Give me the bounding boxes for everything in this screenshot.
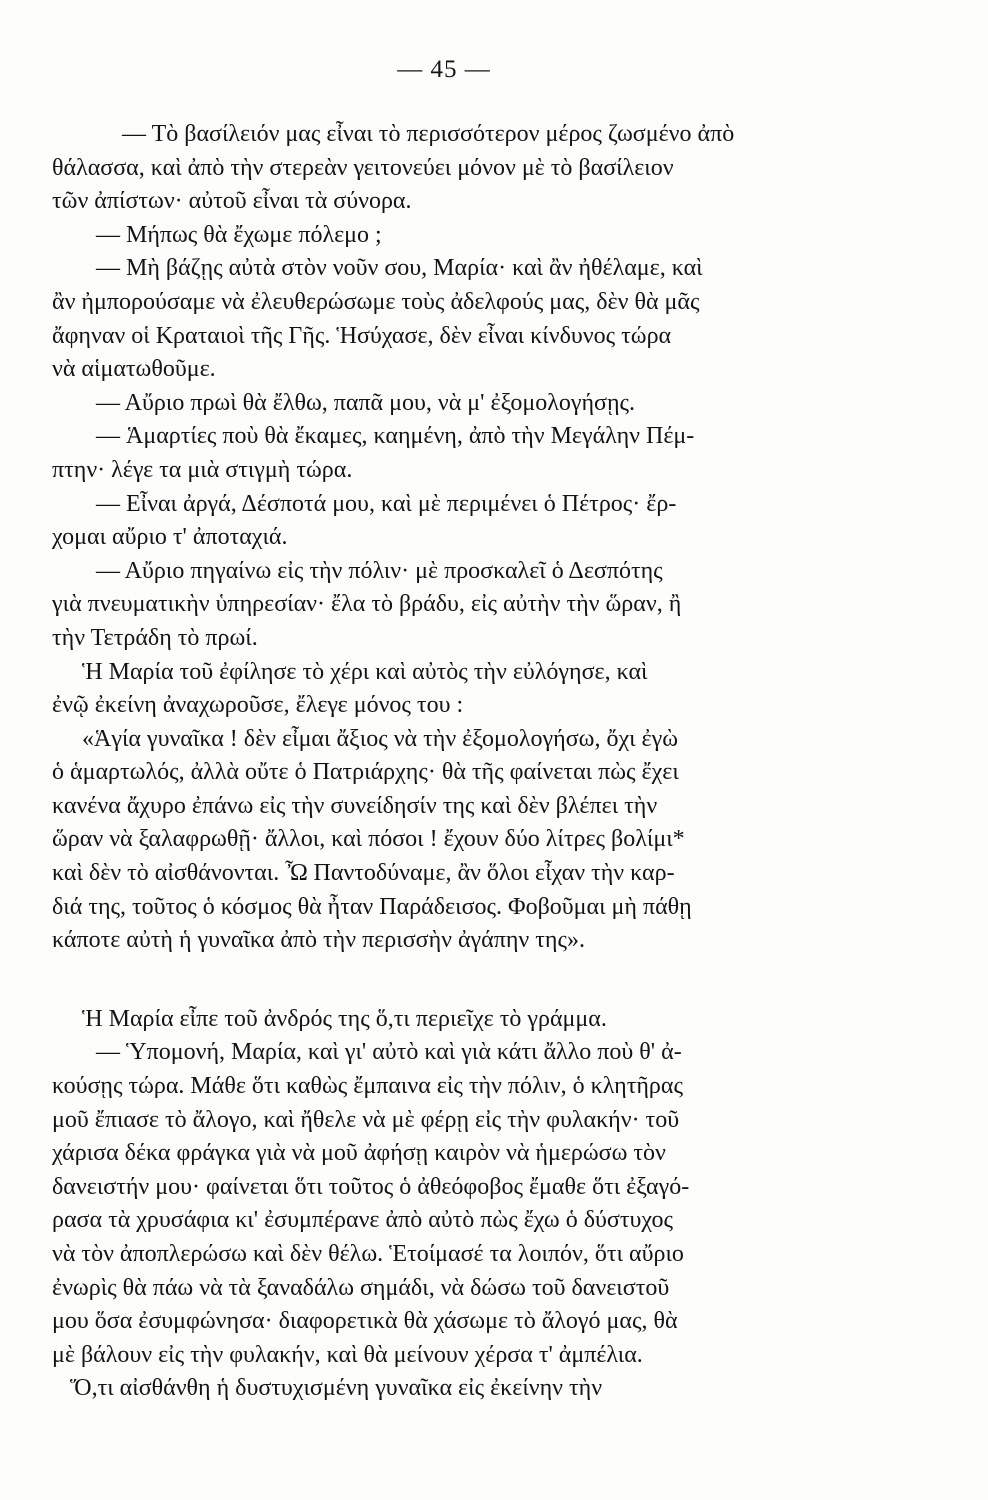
text-line: γιὰ πνευματικὴν ὑπηρεσίαν· ἔλα τὸ βράδυ, εἰς αὐτὴν τὴν ὥραν, ἢ [52, 591, 682, 618]
text-line: μου ὅσα ἐσυμφώνησα· διαφορετικὰ θὰ χάσωμε τὸ ἄλογό μας, θὰ [52, 1308, 678, 1335]
text-line: — Μὴ βάζῃς αὐτὰ στὸν νοῦν σου, Μαρία· καὶ ἂν ἠθέλαμε, καὶ [96, 255, 703, 282]
text-line: δανειστήν μου· φαίνεται ὅτι τοῦτος ὁ ἀθεόφοβος ἔμαθε ὅτι ἐξαγό- [52, 1173, 690, 1200]
text-line: Ἡ Μαρία τοῦ ἐφίλησε τὸ χέρι καὶ αὐτὸς τὴν εὐλόγησε, καὶ [82, 658, 648, 685]
text-line: — Αὔριο πρωὶ θὰ ἔλθω, παπᾶ μου, νὰ μ' ἐξομολογήσῃς. [96, 389, 636, 416]
text-line: θάλασσα, καὶ ἀπὸ τὴν στερεὰν γειτονεύει μόνον μὲ τὸ βασίλειον [52, 154, 674, 181]
text-line: «Ἁγία γυναῖκα ! δὲν εἶμαι ἄξιος νὰ τὴν ἐξομολογήσω, ὄχι ἐγὼ [82, 725, 679, 752]
paragraph [52, 1036, 822, 1372]
text-line: ἂν ἠμπορούσαμε νὰ ἐλευθερώσωμε τοὺς ἀδελφούς μας, δὲν θὰ μᾶς [52, 288, 700, 315]
text-line: κάποτε αὐτὴ ἡ γυναῖκα ἀπὸ τὴν περισσὴν ἀγάπην της». [52, 927, 585, 954]
text-line: ὁ ἁμαρτωλός, ἀλλὰ οὔτε ὁ Πατριάρχης· θὰ τῆς φαίνεται πὼς ἔχει [52, 759, 679, 786]
text-line: ἐνῷ ἐκείνη ἀναχωροῦσε, ἔλεγε μόνος του : [52, 692, 464, 719]
text-line: χάρισα δέκα φράγκα γιὰ νὰ μοῦ ἀφήσῃ καιρὸν νὰ ἡμερώσω τὸν [52, 1140, 666, 1167]
text-line: μὲ βάλουν εἰς τὴν φυλακήν, καὶ θὰ μείνουν χέρσα τ' ἀμπέλια. [52, 1341, 643, 1368]
text-line: ἐνωρὶς θὰ πάω νὰ τὰ ξαναδάλω σημάδι, νὰ δώσω τοῦ δανειστοῦ [52, 1274, 670, 1301]
text-line: κανένα ἄχυρο ἐπάνω εἰς τὴν συνείδησίν της καὶ δὲν βλέπει τὴν [52, 792, 658, 819]
text-line: πτην· λέγε τα μιὰ στιγμὴ τώρα. [52, 456, 353, 483]
text-line: χομαι αὔριο τ' ἀποταχιά. [52, 524, 288, 551]
text-line: ἄφηναν οἱ Κραταιοὶ τῆς Γῆς. Ἡσύχασε, δὲν εἶναι κίνδυνος τώρα [52, 322, 672, 349]
paragraph [52, 1003, 822, 1037]
paragraph [52, 723, 822, 958]
text-line: νὰ αἱματωθοῦμε. [52, 356, 216, 383]
paragraph [52, 420, 822, 487]
body-text [52, 118, 822, 1406]
text-line: ὥραν νὰ ξαλαφρωθῇ· ἄλλοι, καὶ πόσοι ! ἔχουν δύο λίτρες βολίμι* [52, 826, 685, 853]
paragraph [52, 1372, 822, 1406]
text-line: — Εἶναι ἀργά, Δέσποτά μου, καὶ μὲ περιμένει ὁ Πέτρος· ἔρ- [96, 490, 677, 517]
text-line: μοῦ ἔπιασε τὸ ἄλογο, καὶ ἤθελε νὰ μὲ φέρῃ εἰς τὴν φυλακήν· τοῦ [52, 1106, 680, 1133]
text-line: — Ἁμαρτίες ποὺ θὰ ἔκαμες, καημένη, ἀπὸ τὴν Μεγάλην Πέμ- [96, 423, 695, 450]
text-line: κούσῃς τώρα. Μάθε ὅτι καθὼς ἔμπαινα εἰς τὴν πόλιν, ὁ κλητῆρας [52, 1073, 683, 1100]
text-line: — Αὔριο πηγαίνω εἰς τὴν πόλιν· μὲ προσκαλεῖ ὁ Δεσπότης [96, 557, 663, 584]
text-line: Ἡ Μαρία εἶπε τοῦ ἀνδρός της ὅ,τι περιεῖχε τὸ γράμμα. [82, 1005, 607, 1032]
text-line: — Ὑπομονή, Μαρία, καὶ γι' αὐτὸ καὶ γιὰ κάτι ἄλλο ποὺ θ' ἀ- [96, 1039, 682, 1066]
text-line: διά της, τοῦτος ὁ κόσμος θὰ ἦταν Παράδεισος. Φοβοῦμαι μὴ πάθῃ [52, 893, 692, 920]
text-line: — Μήπως θὰ ἔχωμε πόλεμο ; [96, 221, 382, 248]
paragraph [52, 387, 822, 421]
paragraph [52, 488, 822, 555]
text-line: τῶν ἀπίστων· αὐτοῦ εἶναι τὰ σύνορα. [52, 188, 412, 215]
text-line: τὴν Τετράδη τὸ πρωί. [52, 624, 258, 651]
paragraph [52, 252, 822, 386]
text-line: Ὅ,τι αἰσθάνθη ἡ δυστυχισμένη γυναῖκα εἰς ἐκείνην τὴν [70, 1375, 603, 1402]
text-line: ρασα τὰ χρυσάφια κι' ἐσυμπέρανε ἀπὸ αὐτὸ πὼς ἔχω ὁ δύστυχος [52, 1207, 673, 1234]
paragraph [52, 118, 822, 219]
text-line: — Τὸ βασίλειόν μας εἶναι τὸ περισσότερον μέρος ζωσμένο ἀπὸ [122, 121, 735, 147]
text-line: νὰ τὸν ἀποπλερώσω καὶ δὲν θέλω. Ἑτοίμασέ τα λοιπόν, ὅτι αὔριο [52, 1241, 684, 1267]
paragraph [52, 219, 822, 253]
paragraph [52, 656, 822, 723]
page-number: — 45 — [397, 56, 491, 83]
text-line: καὶ δὲν τὸ αἰσθάνονται. Ὦ Παντοδύναμε, ἂν ὅλοι εἶχαν τὴν καρ- [52, 860, 675, 887]
paragraph [52, 555, 822, 656]
